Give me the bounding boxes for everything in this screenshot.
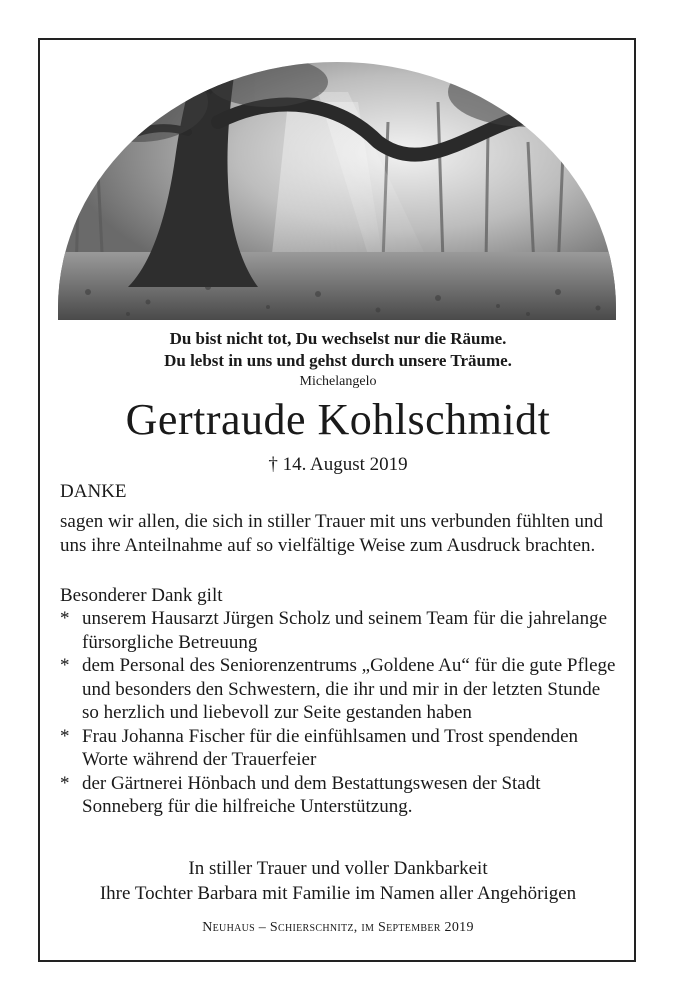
closing-line-1: In stiller Trauer und voller Dankbarkeit [188,858,488,879]
quote-author: Michelangelo [299,374,377,389]
thanks-list [60,607,620,819]
list-item-text: der Gärtnerei Hönbach und dem Bestattungswesen der Stadt Sonneberg für die hilfreiche Unterstützung. [82,772,541,817]
asterisk-bullet: * [60,655,70,676]
thanks-intro: sagen wir allen, die sich in stiller Trauer mit uns verbunden fühlten und uns ihre Anteilnahme auf so vielfältige Weise zum Ausdruck brachten. [60,511,603,556]
list-item [60,772,620,819]
closing-line-2: Ihre Tochter Barbara mit Familie im Namen aller Angehörigen [99,883,577,904]
quote-line-2: Du lebst in uns und gehst durch unsere Träume. [164,351,512,370]
place-date: Neuhaus – Schierschnitz, im September 2019 [202,920,474,935]
list-item [60,725,620,772]
asterisk-bullet: * [60,725,70,747]
list-item [60,607,620,654]
tree-photo [58,62,616,320]
deceased-name: Gertraude Kohlschmidt [125,395,551,444]
list-item-text: Frau Johanna Fischer für die einfühlsamen und Trost spendenden Worte während der Trauerfeier [82,725,579,770]
death-date: † 14. August 2019 [268,454,408,475]
list-item-text: unserem Hausarzt Jürgen Scholz und seinem Team für die jahrelange fürsorgliche Betreuung [82,608,608,653]
closing-signature [40,856,636,906]
list-item-text: dem Personal des Seniorenzentrums „Goldene Au“ für die gute Pflege und besonders den Schwestern, die ihr und mir in der letzten Stunde so herzlich und liebevoll zur Seite gestanden haben [82,655,616,723]
poem-quote [40,328,636,372]
list-item [60,654,620,725]
quote-line-1: Du bist nicht tot, Du wechselst nur die Räume. [169,329,507,348]
asterisk-bullet: * [60,772,70,794]
asterisk-bullet: * [60,608,70,629]
special-thanks-heading: Besonderer Dank gilt [60,585,223,606]
thanks-heading: DANKE [60,481,127,502]
